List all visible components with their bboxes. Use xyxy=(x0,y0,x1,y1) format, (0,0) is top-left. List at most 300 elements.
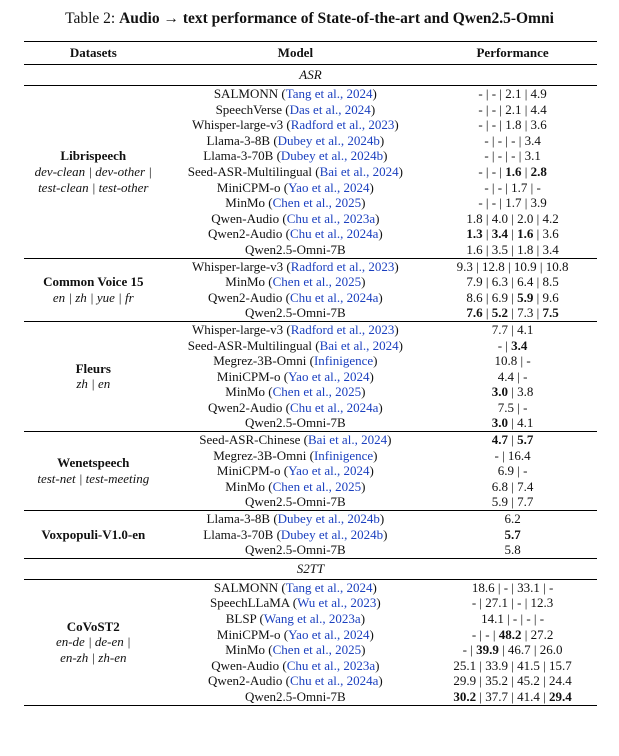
cite-close: ) xyxy=(378,673,383,689)
section-label: S2TT xyxy=(24,558,597,579)
model-name: Whisper-large-v3 xyxy=(191,117,284,133)
citation: Dubey et al., 2024b xyxy=(277,511,380,527)
perf-best: 3.0 xyxy=(491,415,509,431)
model-cell xyxy=(163,448,429,464)
perf-value: 10.8 | - xyxy=(494,353,531,369)
citation: Bai et al., 2024 xyxy=(308,432,388,448)
perf-value: - | - | - | 3.1 xyxy=(484,148,541,164)
citation: Chu et al., 2023a xyxy=(286,210,376,226)
cite-close: ) xyxy=(378,226,383,242)
section-label: ASR xyxy=(24,65,597,86)
cite-close: ) xyxy=(373,353,378,369)
cite-close: ) xyxy=(372,579,377,595)
perf-value: 6.2 xyxy=(504,511,521,527)
performance-cell xyxy=(428,689,597,705)
model-name: MinMo xyxy=(225,195,266,211)
dataset-cell xyxy=(24,511,163,559)
model-cell xyxy=(163,542,429,558)
citation: Bai et al., 2024 xyxy=(319,163,399,179)
citation: Radford et al., 2023 xyxy=(290,117,395,133)
perf-value: | 3.8 xyxy=(508,384,534,400)
cite-open: ( xyxy=(300,432,308,448)
perf-value: - | 27.1 | - | 12.3 xyxy=(471,595,554,611)
model-cell xyxy=(163,180,429,196)
citation: Dubey et al., 2024b xyxy=(280,526,384,542)
performance-cell xyxy=(428,117,597,133)
cite-close: ) xyxy=(376,595,381,611)
model-cell xyxy=(163,274,429,290)
cite-close: ) xyxy=(361,478,366,494)
model-cell xyxy=(163,258,429,274)
model-cell xyxy=(163,102,429,118)
citation: Chen et al., 2025 xyxy=(272,642,362,658)
cite-close: ) xyxy=(361,274,366,290)
cite-open: ( xyxy=(283,258,291,274)
performance-cell xyxy=(428,463,597,479)
citation: Chen et al., 2025 xyxy=(272,274,362,290)
perf-value: - | 16.4 xyxy=(494,447,531,463)
citation: Wu et al., 2023 xyxy=(297,595,377,611)
cite-open: ( xyxy=(279,657,287,673)
model-cell xyxy=(163,290,429,306)
model-name: SpeechVerse xyxy=(215,101,282,117)
table-row xyxy=(24,258,597,274)
perf-value: 6.9 | - xyxy=(497,463,528,479)
performance-cell xyxy=(428,658,597,674)
results-table xyxy=(24,41,597,706)
perf-value: | 46.7 | 26.0 xyxy=(498,642,563,658)
model-cell xyxy=(163,479,429,495)
cite-open: ( xyxy=(280,463,289,479)
performance-cell xyxy=(428,195,597,211)
cite-open: ( xyxy=(265,642,273,658)
perf-best: 7.5 xyxy=(542,305,559,321)
perf-best: 1.6 xyxy=(505,163,522,179)
cite-close: ) xyxy=(361,195,366,211)
model-cell xyxy=(163,211,429,227)
perf-best: 5.7 xyxy=(504,526,521,542)
model-name: Seed-ASR-Multilingual xyxy=(187,163,312,179)
cite-open: ( xyxy=(273,526,281,542)
perf-value: 6.8 | 7.4 xyxy=(491,478,534,494)
citation: Radford et al., 2023 xyxy=(290,321,395,337)
model-name: Qwen-Audio xyxy=(211,657,280,673)
model-cell xyxy=(163,384,429,400)
cite-close: ) xyxy=(369,463,374,479)
model-name: MinMo xyxy=(225,274,266,290)
model-cell xyxy=(163,527,429,543)
citation: Radford et al., 2023 xyxy=(290,258,395,274)
citation: Chen et al., 2025 xyxy=(272,195,362,211)
citation: Chen et al., 2025 xyxy=(272,478,362,494)
cite-open: ( xyxy=(265,384,273,400)
citation: Yao et al., 2024 xyxy=(288,179,370,195)
perf-value: | xyxy=(482,305,492,321)
table-row xyxy=(24,321,597,337)
header-model: Model xyxy=(163,42,429,65)
perf-value: 29.9 | 35.2 | 45.2 | 24.4 xyxy=(453,673,572,689)
model-name: Megrez-3B-Omni xyxy=(213,447,307,463)
model-name: Seed-ASR-Chinese xyxy=(199,432,301,448)
perf-value: 9.3 | 12.8 | 10.9 | 10.8 xyxy=(456,258,569,274)
performance-cell xyxy=(428,164,597,180)
perf-best: 7.6 xyxy=(466,305,483,321)
perf-value: - | - | xyxy=(478,163,506,179)
dataset-subsets: en-zh | zh-en xyxy=(60,649,127,665)
cite-close: ) xyxy=(394,117,399,133)
citation: Yao et al., 2024 xyxy=(288,463,370,479)
model-name: MinMo xyxy=(225,384,266,400)
perf-best: 1.3 xyxy=(466,226,483,242)
table-caption xyxy=(0,10,619,28)
cite-open: ( xyxy=(289,595,298,611)
dataset-subsets: test-clean | test-other xyxy=(38,179,149,195)
perf-best: 48.2 xyxy=(498,626,522,642)
performance-cell xyxy=(428,384,597,400)
model-name: Qwen2.5-Omni-7B xyxy=(244,241,346,257)
perf-value: 1.8 | 4.0 | 2.0 | 4.2 xyxy=(466,210,559,226)
citation: Yao et al., 2024 xyxy=(288,368,370,384)
table-row xyxy=(24,86,597,102)
model-cell xyxy=(163,321,429,337)
model-name: MinMo xyxy=(225,478,266,494)
perf-value: | xyxy=(508,226,518,242)
model-cell xyxy=(163,627,429,643)
perf-value: | 37.7 | 41.4 | xyxy=(476,688,549,704)
model-cell xyxy=(163,117,429,133)
performance-cell xyxy=(428,579,597,595)
perf-value: 8.6 | 6.9 | xyxy=(466,289,518,305)
perf-value: - | - | 1.7 | 3.9 xyxy=(478,195,547,211)
model-name: Qwen2.5-Omni-7B xyxy=(244,542,346,558)
dataset-name: CoVoST2 xyxy=(66,618,120,634)
perf-value: | 3.6 xyxy=(533,226,559,242)
performance-cell xyxy=(428,353,597,369)
perf-best: 5.7 xyxy=(517,432,534,448)
dataset-cell xyxy=(24,86,163,259)
perf-best: 29.4 xyxy=(548,688,572,704)
model-name: Whisper-large-v3 xyxy=(191,321,284,337)
dataset-name: Librispeech xyxy=(60,148,127,164)
dataset-cell xyxy=(24,321,163,431)
cite-open: ( xyxy=(273,148,281,164)
performance-cell xyxy=(428,258,597,274)
model-name: Qwen2-Audio xyxy=(207,226,283,242)
citation: Wang et al., 2023a xyxy=(263,611,361,626)
performance-cell xyxy=(428,321,597,337)
cite-open: ( xyxy=(280,368,289,384)
cite-open: ( xyxy=(282,226,290,242)
cite-close: ) xyxy=(379,511,385,527)
cite-open: ( xyxy=(281,101,290,117)
perf-value: 7.7 | 4.1 xyxy=(491,321,534,337)
citation: Chu et al., 2023a xyxy=(286,657,376,673)
perf-value: 7.5 | - xyxy=(497,399,528,415)
model-cell xyxy=(163,305,429,321)
model-name: Qwen2.5-Omni-7B xyxy=(244,305,346,321)
cite-open: ( xyxy=(282,289,290,305)
cite-close: ) xyxy=(361,642,366,658)
performance-cell xyxy=(428,494,597,510)
model-name: Qwen2-Audio xyxy=(207,673,283,689)
performance-cell xyxy=(428,305,597,321)
perf-value: 7.9 | 6.3 | 6.4 | 8.5 xyxy=(466,274,559,290)
perf-value: 14.1 | - | - | - xyxy=(481,611,545,626)
model-cell xyxy=(163,658,429,674)
cite-open: ( xyxy=(306,353,314,369)
perf-best: 5.2 xyxy=(491,305,509,321)
model-name: Llama-3-8B xyxy=(206,132,271,148)
performance-cell xyxy=(428,527,597,543)
perf-value: | xyxy=(482,226,492,242)
model-cell xyxy=(163,511,429,527)
performance-cell xyxy=(428,511,597,527)
dataset-subsets: en | zh | yue | fr xyxy=(52,289,134,305)
cite-open: ( xyxy=(256,611,264,626)
citation: Das et al., 2024 xyxy=(289,101,371,117)
model-name: Qwen2.5-Omni-7B xyxy=(244,688,346,704)
performance-cell xyxy=(428,542,597,558)
model-name: SALMONN xyxy=(213,86,279,101)
cite-open: ( xyxy=(265,274,273,290)
citation: Chu et al., 2024a xyxy=(289,673,379,689)
model-name: Qwen-Audio xyxy=(211,210,280,226)
cite-open: ( xyxy=(283,117,291,133)
model-name: Megrez-3B-Omni xyxy=(213,353,307,369)
cite-close: ) xyxy=(378,289,383,305)
performance-cell xyxy=(428,180,597,196)
performance-cell xyxy=(428,673,597,689)
dataset-cell xyxy=(24,258,163,321)
perf-value: - | - | - | 3.4 xyxy=(484,132,541,148)
cite-open: ( xyxy=(278,579,286,595)
perf-value: 18.6 | - | 33.1 | - xyxy=(471,579,554,595)
perf-best: 2.8 xyxy=(530,163,547,179)
model-name: Qwen2.5-Omni-7B xyxy=(244,494,346,510)
perf-value: | xyxy=(508,432,518,448)
perf-value: | 27.2 xyxy=(521,626,554,642)
cite-open: ( xyxy=(279,210,287,226)
performance-cell xyxy=(428,627,597,643)
citation: Infinigence xyxy=(313,447,374,463)
cite-open: ( xyxy=(265,478,273,494)
perf-value: - | - | xyxy=(471,626,499,642)
model-cell xyxy=(163,400,429,416)
cite-open: ( xyxy=(270,132,278,148)
cite-open: ( xyxy=(282,673,290,689)
section-row xyxy=(24,65,597,86)
model-name: MiniCPM-o xyxy=(216,179,281,195)
model-name: Qwen2-Audio xyxy=(207,289,283,305)
citation: Tang et al., 2024 xyxy=(285,86,373,101)
performance-cell xyxy=(428,400,597,416)
cite-close: ) xyxy=(398,163,403,179)
performance-cell xyxy=(428,290,597,306)
table-row xyxy=(24,579,597,595)
dataset-name: Voxpopuli-V1.0-en xyxy=(41,526,146,542)
model-name: MiniCPM-o xyxy=(216,368,281,384)
model-name: Llama-3-70B xyxy=(203,526,274,542)
model-name: BLSP xyxy=(225,611,257,626)
dataset-name: Common Voice 15 xyxy=(43,274,144,290)
perf-best: 1.6 xyxy=(517,226,534,242)
model-name: SALMONN xyxy=(213,579,279,595)
model-cell xyxy=(163,494,429,510)
performance-cell xyxy=(428,102,597,118)
model-cell xyxy=(163,432,429,448)
model-name: MiniCPM-o xyxy=(216,626,281,642)
model-name: Llama-3-70B xyxy=(203,148,274,164)
perf-value: 25.1 | 33.9 | 41.5 | 15.7 xyxy=(453,657,572,673)
performance-cell xyxy=(428,274,597,290)
perf-value: | 4.1 xyxy=(508,415,534,431)
citation: Dubey et al., 2024b xyxy=(277,132,380,148)
citation: Infinigence xyxy=(313,353,374,369)
performance-cell xyxy=(428,242,597,258)
cite-close: ) xyxy=(394,258,399,274)
performance-cell xyxy=(428,432,597,448)
model-cell xyxy=(163,148,429,164)
dataset-subsets: dev-clean | dev-other | xyxy=(34,163,152,179)
cite-close: ) xyxy=(370,101,376,117)
dataset-cell xyxy=(24,579,163,705)
perf-best: 3.4 xyxy=(511,337,528,353)
model-cell xyxy=(163,595,429,611)
model-cell xyxy=(163,642,429,658)
performance-cell xyxy=(428,415,597,431)
cite-close: ) xyxy=(369,368,374,384)
model-cell xyxy=(163,579,429,595)
citation: Chu et al., 2024a xyxy=(289,226,379,242)
citation: Yao et al., 2024 xyxy=(288,626,370,642)
perf-best: 3.4 xyxy=(491,226,509,242)
cite-close: ) xyxy=(375,210,380,226)
performance-cell xyxy=(428,642,597,658)
model-cell xyxy=(163,415,429,431)
performance-cell xyxy=(428,148,597,164)
citation: Chen et al., 2025 xyxy=(272,384,362,400)
perf-value: 1.6 | 3.5 | 1.8 | 3.4 xyxy=(466,241,559,257)
dataset-cell xyxy=(24,432,163,511)
cite-open: ( xyxy=(280,179,289,195)
dataset-subsets: en-de | de-en | xyxy=(55,634,131,650)
model-cell xyxy=(163,353,429,369)
dataset-name: Wenetspeech xyxy=(57,455,130,471)
model-cell xyxy=(163,338,429,354)
model-cell xyxy=(163,195,429,211)
performance-cell xyxy=(428,448,597,464)
model-name: Whisper-large-v3 xyxy=(191,258,284,274)
model-cell xyxy=(163,164,429,180)
model-name: Qwen2-Audio xyxy=(207,399,283,415)
cite-open: ( xyxy=(311,163,320,179)
table-row xyxy=(24,432,597,448)
perf-value: 5.9 | 7.7 xyxy=(491,494,534,510)
performance-cell xyxy=(428,86,597,102)
cite-open: ( xyxy=(283,321,291,337)
cite-close: ) xyxy=(378,399,383,415)
perf-value: - | - | 2.1 | 4.9 xyxy=(478,86,547,101)
cite-open: ( xyxy=(265,195,273,211)
cite-open: ( xyxy=(270,511,278,527)
perf-value: | xyxy=(521,163,531,179)
model-name: Llama-3-8B xyxy=(206,511,271,527)
performance-cell xyxy=(428,611,597,627)
cite-open: ( xyxy=(306,447,314,463)
citation: Chu et al., 2024a xyxy=(289,399,379,415)
perf-value: | 7.3 | xyxy=(508,305,543,321)
cite-close: ) xyxy=(372,86,377,101)
citation: Chu et al., 2024a xyxy=(289,289,379,305)
cite-open: ( xyxy=(278,86,286,101)
caption-prefix: Table 2: xyxy=(65,10,120,27)
model-name: SpeechLLaMA xyxy=(210,595,290,611)
performance-cell xyxy=(428,595,597,611)
header-datasets: Datasets xyxy=(24,42,163,65)
cite-close: ) xyxy=(369,626,374,642)
citation: Tang et al., 2024 xyxy=(285,579,373,595)
performance-cell xyxy=(428,226,597,242)
header-performance: Performance xyxy=(428,42,597,65)
cite-close: ) xyxy=(379,132,385,148)
model-cell xyxy=(163,369,429,385)
header-row xyxy=(24,42,597,65)
model-cell xyxy=(163,226,429,242)
model-name: Seed-ASR-Multilingual xyxy=(187,337,312,353)
cite-close: ) xyxy=(383,526,388,542)
cite-close: ) xyxy=(387,432,392,448)
perf-best: 30.2 xyxy=(453,688,477,704)
cite-open: ( xyxy=(311,337,320,353)
dataset-name: Fleurs xyxy=(75,360,111,376)
model-cell xyxy=(163,689,429,705)
perf-best: 3.0 xyxy=(491,384,509,400)
model-name: MinMo xyxy=(225,642,266,658)
cite-close: ) xyxy=(373,447,378,463)
perf-best: 39.9 xyxy=(476,642,499,658)
dataset-subsets: test-net | test-meeting xyxy=(37,471,150,487)
model-cell xyxy=(163,463,429,479)
cite-close: ) xyxy=(361,384,366,400)
perf-value: - | - | 1.8 | 3.6 xyxy=(478,117,547,133)
performance-cell xyxy=(428,338,597,354)
caption-title: Audio → text performance of State-of-the-art and Qwen2.5-Omni xyxy=(119,10,554,27)
model-cell xyxy=(163,86,429,102)
cite-close: ) xyxy=(360,611,366,626)
perf-value: 5.8 xyxy=(504,542,521,558)
model-cell xyxy=(163,611,429,627)
section-row xyxy=(24,558,597,579)
model-cell xyxy=(163,673,429,689)
perf-value: - | - | 2.1 | 4.4 xyxy=(478,101,547,117)
dataset-subsets: zh | en xyxy=(76,376,111,392)
model-name: MiniCPM-o xyxy=(216,463,281,479)
model-name: Qwen2.5-Omni-7B xyxy=(244,415,346,431)
cite-close: ) xyxy=(383,148,388,164)
cite-open: ( xyxy=(280,626,289,642)
performance-cell xyxy=(428,133,597,149)
perf-value: | 9.6 xyxy=(533,289,559,305)
perf-best: 5.9 xyxy=(517,289,534,305)
perf-value: 4.4 | - xyxy=(497,368,528,384)
model-cell xyxy=(163,133,429,149)
perf-value: - | xyxy=(462,642,477,658)
perf-value: - | xyxy=(497,337,512,353)
model-cell xyxy=(163,242,429,258)
citation: Bai et al., 2024 xyxy=(319,337,399,353)
table-body xyxy=(24,65,597,706)
performance-cell xyxy=(428,369,597,385)
